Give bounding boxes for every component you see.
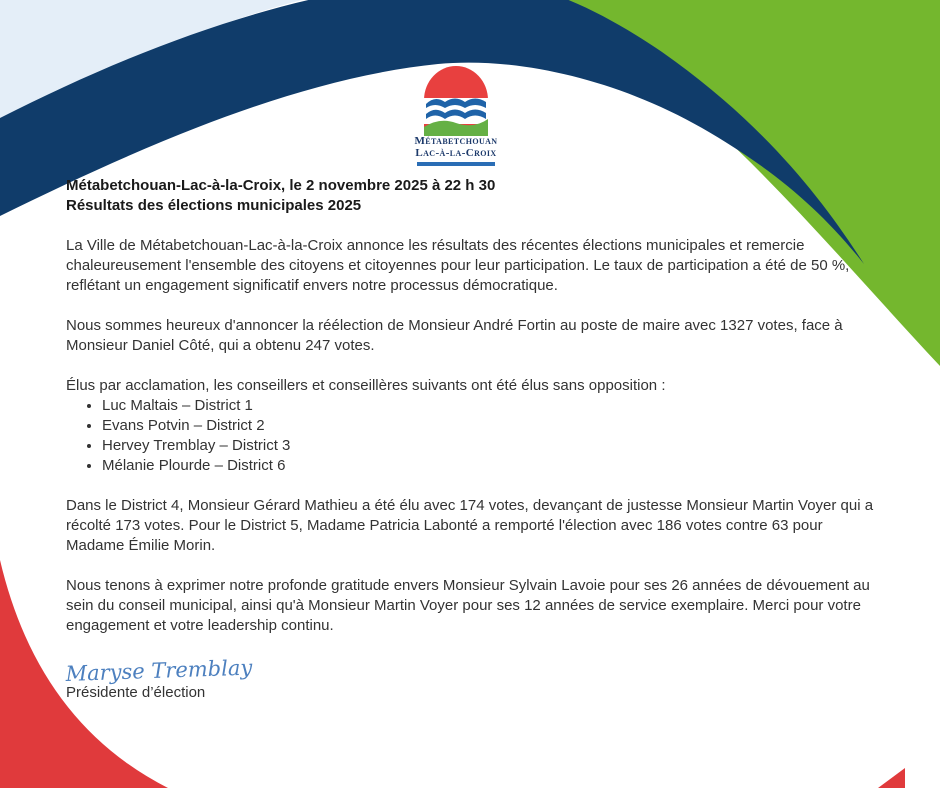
dateline: Métabetchouan-Lac-à-la-Croix, le 2 novembre 2025 à 22 h 30	[66, 177, 496, 194]
letter-body	[66, 176, 882, 702]
paragraph-gratitude: Nous tenons à exprimer notre profonde gratitude envers Monsieur Sylvain Lavoie pour ses 26 années de dévouement au sein du conseil municipal, ainsi qu'à Monsieur Martin Voyer pour ses 12 années de service exemplaire. Merci pour votre engagement et votre leadership continu.	[66, 577, 870, 634]
letter-title: Résultats des élections municipales 2025	[66, 197, 362, 214]
list-item: • Luc Maltais – District 1	[102, 396, 882, 416]
list-item: • Hervey Tremblay – District 3	[102, 436, 882, 456]
acclamation-list	[66, 396, 882, 476]
paragraph-mayor-results: Nous sommes heureux d'annoncer la réélection de Monsieur André Fortin au poste de maire avec 1327 votes, face à Monsieur Daniel Côté, qui a obtenu 247 votes.	[66, 317, 843, 354]
logo-name-line1: Métabetchouan	[414, 135, 498, 147]
paragraph-acclamation-intro: Élus par acclamation, les conseillers et conseillères suivants ont été élus sans opposition :	[66, 377, 666, 394]
signature-role: Présidente d’élection	[66, 684, 206, 701]
list-item: • Evans Potvin – District 2	[102, 416, 882, 436]
red-bottom-right-triangle	[878, 768, 905, 788]
signature-handwriting: Maryse Tremblay	[65, 655, 253, 686]
letter-heading	[66, 176, 882, 216]
paragraph-participation: La Ville de Métabetchouan-Lac-à-la-Croix annonce les résultats des récentes élections municipales et remercie chaleureusement l'ensemble des citoyens et citoyennes pour leur participation. Le taux de participation a été de 50 %, reflétant un engagement significatif envers notre processus démocratique.	[66, 237, 850, 294]
paragraph-district-results: Dans le District 4, Monsieur Gérard Mathieu a été élu avec 174 votes, devançant de justesse Monsieur Martin Voyer qui a récolté 173 votes. Pour le District 5, Madame Patricia Labonté a remporté l'élection avec 186 votes contre 63 pour Madame Émilie Morin.	[66, 497, 874, 554]
logo-underline-bar	[417, 162, 495, 166]
municipal-logo	[403, 60, 509, 166]
arch-waves-hills-icon	[416, 60, 496, 136]
logo-name-line2: Lac-à-la-Croix	[415, 146, 497, 159]
list-item: • Mélanie Plourde – District 6	[102, 456, 882, 476]
